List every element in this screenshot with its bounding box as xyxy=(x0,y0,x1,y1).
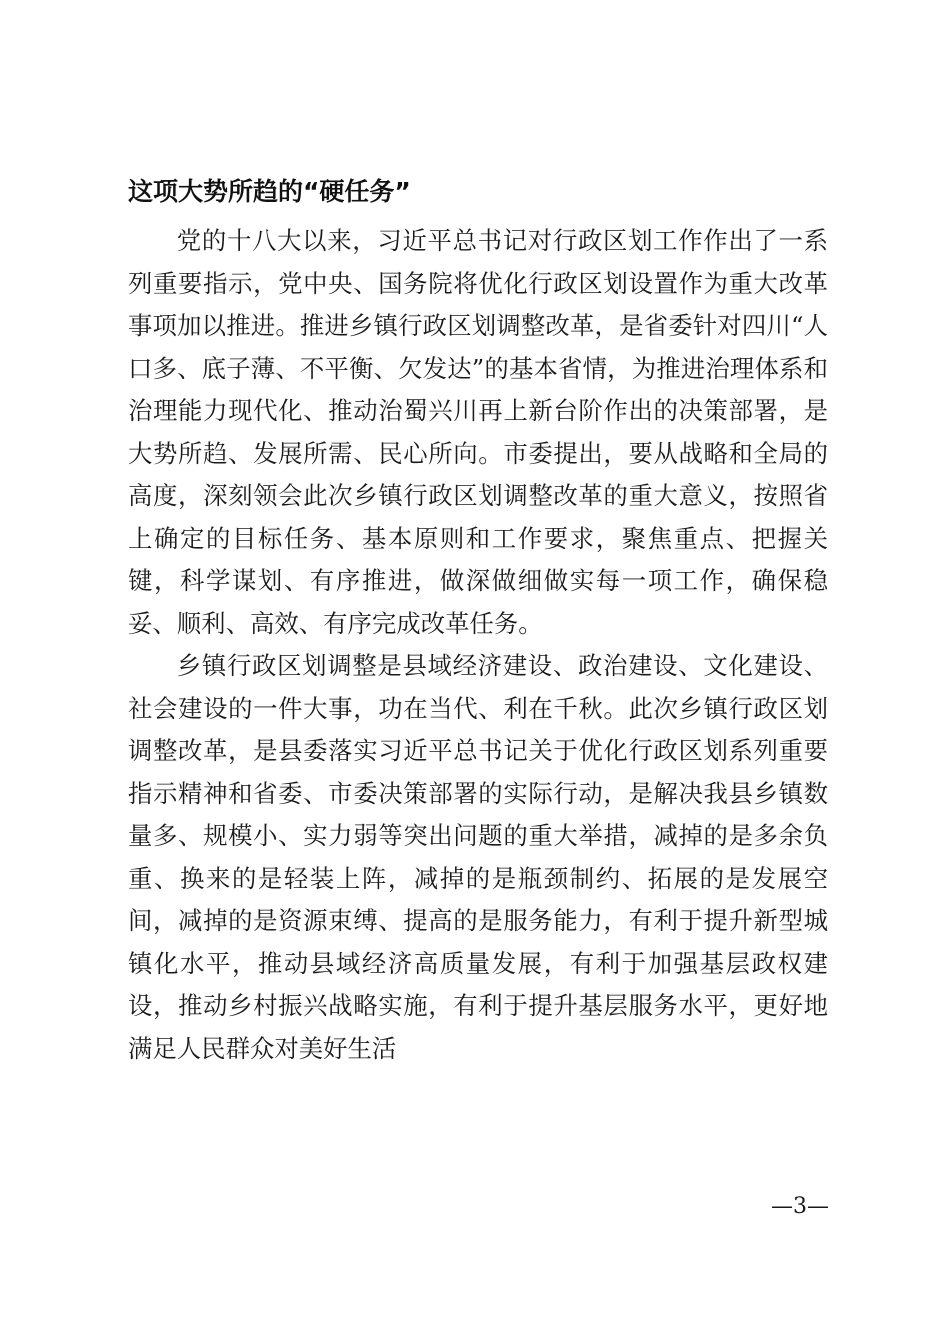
section-heading: 这项大势所趋的“硬任务” xyxy=(128,177,411,206)
paragraph-2: 乡镇行政区划调整是县域经济建设、政治建设、文化建设、社会建设的一件大事，功在当代、利在千秋。此次乡镇行政区划调整改革，是县委落实习近平总书记关于优化行政区划系列重要指示精神和省委、市委决策部署的实际行动，是解决我县乡镇数量多、规模小、实力弱等突出问题的重大举措，减掉的是多余负重、换来的是轻装上阵，减掉的是瓶颈制约、拓展的是发展空间，减掉的是资源束缚、提高的是服务能力，有利于提升新型城镇化水平，推动县域经济高质量发展，有利于加强基层政权建设，推动乡村振兴战略实施，有利于提升基层服务水平，更好地满足人民群众对美好生活 xyxy=(128,651,828,1063)
paragraph-1: 党的十八大以来，习近平总书记对行政区划工作作出了一系列重要指示，党中央、国务院将优化行政区划设置作为重大改革事项加以推进。推进乡镇行政区划调整改革，是省委针对四川“人口多、底子薄、不平衡、欠发达”的基本省情，为推进治理体系和治理能力现代化、推动治蜀兴川再上新台阶作出的决策部署，是大势所趋、发展所需、民心所向。市委提出，要从战略和全局的高度，深刻领会此次乡镇行政区划调整改革的重大意义，按照省上确定的目标任务、基本原则和工作要求，聚焦重点、把握关键，科学谋划、有序推进，做深做细做实每一项工作，确保稳妥、顺利、高效、有序完成改革任务。 xyxy=(128,226,828,638)
body-text xyxy=(128,220,828,1070)
page-number: —3— xyxy=(771,1194,829,1219)
